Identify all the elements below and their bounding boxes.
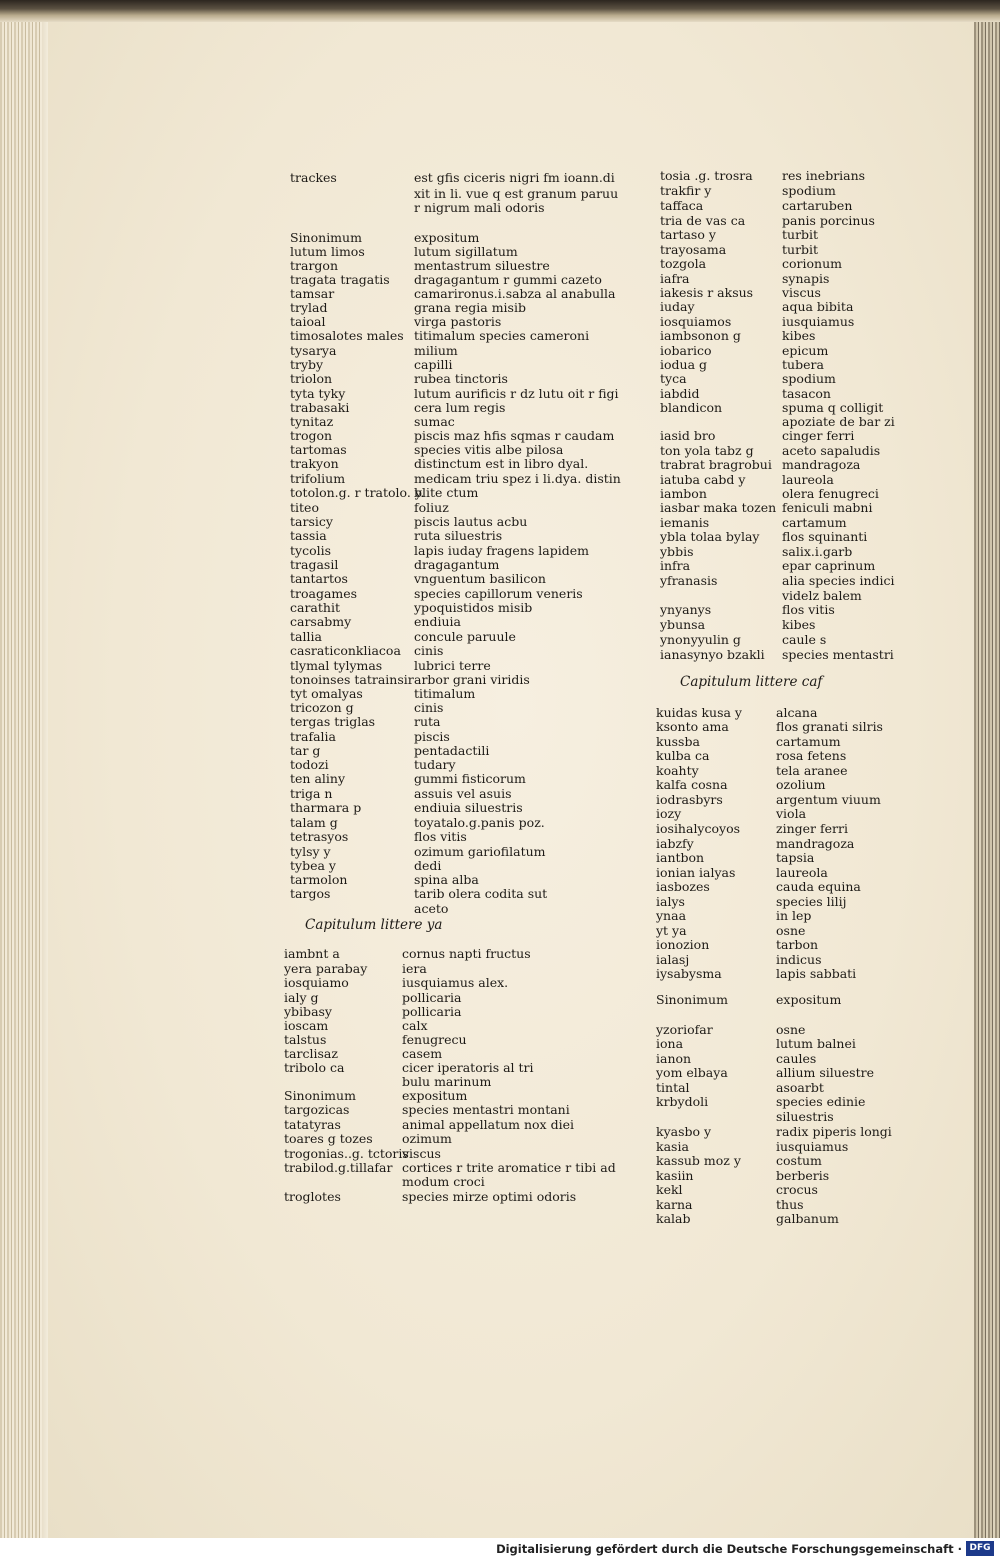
- entry-definition: kibes: [782, 617, 816, 632]
- entry-definition: ruta siluestris: [414, 528, 503, 543]
- entry-term: ynyanys: [660, 602, 712, 617]
- entry-definition: expositum: [402, 1088, 468, 1103]
- entry-term: iuday: [660, 299, 695, 314]
- entry-definition: sumac: [414, 414, 455, 429]
- entry-definition: cera lum regis: [414, 400, 506, 415]
- entry-definition: lubrici terre: [414, 658, 491, 673]
- entry-definition: tarib olera codita sut: [414, 886, 548, 901]
- dfg-logo: DFG: [966, 1541, 994, 1556]
- entry-definition: tudary: [414, 757, 456, 772]
- entry-term: ybla tolaa bylay: [660, 529, 760, 544]
- entry-definition: titimalum species cameroni: [414, 328, 590, 343]
- entry-definition: pentadactili: [414, 743, 490, 758]
- entry-definition: flos vitis: [782, 602, 835, 617]
- entry-definition: xit in li. vue q est granum paruu: [414, 186, 619, 201]
- entry-definition: allium siluestre: [776, 1065, 874, 1080]
- entry-definition: lapis sabbati: [776, 966, 857, 981]
- entry-term: tylsy y: [290, 844, 331, 859]
- entry-term: ianon: [656, 1051, 692, 1066]
- entry-definition: ozimum gariofilatum: [414, 844, 546, 859]
- entry-term: tergas triglas: [290, 714, 376, 729]
- entry-term: tarsicy: [290, 514, 333, 529]
- entry-definition: lutum balnei: [776, 1036, 856, 1051]
- entry-term: kalab: [656, 1211, 691, 1226]
- entry-term: iozy: [656, 806, 682, 821]
- entry-term: tallia: [290, 629, 322, 644]
- entry-term: trargon: [290, 258, 339, 273]
- entry-definition: synapis: [782, 271, 830, 286]
- entry-term: totolon.g. r tratolo. y.: [290, 485, 425, 500]
- entry-definition: aceto: [414, 901, 449, 916]
- entry-term: trafalia: [290, 729, 336, 744]
- entry-definition: panis porcinus: [782, 213, 875, 228]
- entry-definition: olera fenugreci: [782, 486, 879, 501]
- entry-definition: galbanum: [776, 1211, 839, 1226]
- entry-definition: spuma q colligit: [782, 400, 884, 415]
- entry-definition: flos squinanti: [782, 529, 868, 544]
- entry-definition: cinis: [414, 700, 444, 715]
- entry-term: iafra: [660, 271, 690, 286]
- entry-term: iabdid: [660, 386, 700, 401]
- entry-definition: species lilij: [776, 894, 847, 909]
- entry-definition: flos granati silris: [776, 719, 883, 734]
- entry-definition: pollicaria: [402, 1004, 462, 1019]
- entry-definition: endiuia: [414, 614, 461, 629]
- entry-term: titeo: [290, 500, 319, 515]
- entry-definition: cornus napti fructus: [402, 946, 531, 961]
- entry-term: iodrasbyrs: [656, 792, 723, 807]
- entry-definition: cartaruben: [782, 198, 853, 213]
- entry-definition: tela aranee: [776, 763, 848, 778]
- entry-definition: ozolium: [776, 777, 826, 792]
- entry-definition: spodium: [782, 371, 836, 386]
- entry-term: tantartos: [290, 571, 348, 586]
- entry-term: yom elbaya: [656, 1065, 728, 1080]
- entry-definition: dragagantum: [414, 557, 500, 572]
- entry-term: ten aliny: [290, 771, 346, 786]
- entry-definition: capilli: [414, 357, 453, 372]
- entry-term: tragata tragatis: [290, 272, 390, 287]
- entry-term: tybea y: [290, 858, 336, 873]
- entry-definition: toyatalo.g.panis poz.: [414, 815, 545, 830]
- entry-definition: camarironus.i.sabza al anabulla: [414, 286, 616, 301]
- entry-term: iambsonon g: [660, 328, 741, 343]
- entry-term: trabilod.g.tillafar: [284, 1160, 393, 1175]
- entry-definition: distinctum est in libro dyal.: [414, 456, 589, 471]
- entry-definition: lapis iuday fragens lapidem: [414, 543, 589, 558]
- entry-term: iantbon: [656, 850, 705, 865]
- chapter-heading: Capitulum littere caf: [680, 674, 823, 690]
- entry-term: toares g tozes: [284, 1131, 373, 1146]
- entry-definition: grana regia misib: [414, 300, 526, 315]
- entry-term: Sinonimum: [656, 992, 728, 1007]
- entry-definition: kibes: [782, 328, 816, 343]
- entry-definition: tapsia: [776, 850, 815, 865]
- entry-term: karna: [656, 1197, 693, 1212]
- entry-term: iodua g: [660, 357, 708, 372]
- entry-term: Sinonimum: [284, 1088, 356, 1103]
- entry-definition: iusquiamus alex.: [402, 975, 509, 990]
- entry-definition: mandragoza: [782, 457, 861, 472]
- entry-definition: species mirze optimi odoris: [402, 1189, 577, 1204]
- entry-term: trabasaki: [290, 400, 350, 415]
- chapter-heading: Capitulum littere ya: [305, 917, 443, 933]
- entry-term: tlymal tylymas: [290, 658, 383, 673]
- entry-term: tycolis: [290, 543, 332, 558]
- entry-definition: corionum: [782, 256, 842, 271]
- entry-definition: expositum: [776, 992, 842, 1007]
- entry-definition: titimalum: [414, 686, 476, 701]
- entry-term: iambon: [660, 486, 707, 501]
- entry-definition: species vitis albe pilosa: [414, 442, 564, 457]
- entry-term: krbydoli: [656, 1094, 709, 1109]
- entry-definition: berberis: [776, 1168, 830, 1183]
- entry-definition: milium: [414, 343, 458, 358]
- entry-term: trogon: [290, 428, 333, 443]
- entry-term: iysabysma: [656, 966, 722, 981]
- entry-definition: piscis: [414, 729, 450, 744]
- entry-term: kasia: [656, 1139, 689, 1154]
- entry-definition: zinger ferri: [776, 821, 848, 836]
- entry-term: troglotes: [284, 1189, 341, 1204]
- entry-term: iemanis: [660, 515, 710, 530]
- entry-definition: apoziate de bar zi: [782, 414, 895, 429]
- entry-term: iasid bro: [660, 428, 716, 443]
- entry-definition: spodium: [782, 183, 836, 198]
- entry-definition: arbor grani viridis: [414, 672, 530, 687]
- entry-term: carathit: [290, 600, 340, 615]
- entry-term: troagames: [290, 586, 358, 601]
- entry-term: kyasbo y: [656, 1124, 712, 1139]
- entry-term: ionian ialyas: [656, 865, 736, 880]
- entry-definition: radix piperis longi: [776, 1124, 892, 1139]
- entry-definition: tarbon: [776, 937, 819, 952]
- entry-definition: cartamum: [782, 515, 847, 530]
- entry-definition: expositum: [414, 230, 480, 245]
- entry-term: yfranasis: [660, 573, 718, 588]
- entry-definition: tasacon: [782, 386, 831, 401]
- entry-term: ybbis: [660, 544, 694, 559]
- entry-definition: ypoquistidos misib: [414, 600, 533, 615]
- entry-term: tartomas: [290, 442, 347, 457]
- entry-term: talstus: [284, 1032, 327, 1047]
- entry-term: ialasj: [656, 952, 690, 967]
- entry-term: ioscam: [284, 1018, 329, 1033]
- entry-definition: dedi: [414, 858, 442, 873]
- entry-definition: est gfis ciceris nigri fm ioann.di: [414, 170, 615, 185]
- entry-term: tribolo ca: [284, 1060, 345, 1075]
- entry-definition: res inebrians: [782, 168, 866, 183]
- entry-term: ton yola tabz g: [660, 443, 754, 458]
- entry-term: lutum limos: [290, 244, 365, 259]
- entry-definition: feniculi mabni: [782, 500, 873, 515]
- entry-definition: laureola: [776, 865, 828, 880]
- entry-definition: bulu marinum: [402, 1074, 492, 1089]
- entry-definition: laureola: [782, 472, 834, 487]
- entry-definition: caules: [776, 1051, 817, 1066]
- entry-term: tria de vas ca: [660, 213, 746, 228]
- entry-definition: species edinie: [776, 1094, 866, 1109]
- entry-term: iakesis r aksus: [660, 285, 754, 300]
- entry-term: trifolium: [290, 471, 346, 486]
- entry-term: iona: [656, 1036, 684, 1051]
- entry-term: Sinonimum: [290, 230, 362, 245]
- entry-term: infra: [660, 558, 691, 573]
- entry-term: carsabmy: [290, 614, 352, 629]
- entry-term: tar g: [290, 743, 321, 758]
- entry-definition: species mentastri montani: [402, 1102, 570, 1117]
- entry-definition: crocus: [776, 1182, 818, 1197]
- entry-term: triga n: [290, 786, 333, 801]
- entry-definition: fenugrecu: [402, 1032, 467, 1047]
- entry-definition: vnguentum basilicon: [414, 571, 546, 586]
- entry-term: tassia: [290, 528, 327, 543]
- entry-term: todozi: [290, 757, 329, 772]
- entry-term: ybunsa: [660, 617, 706, 632]
- entry-term: trogonias..g. tctoris: [284, 1146, 409, 1161]
- entry-term: iasbozes: [656, 879, 710, 894]
- entry-term: iosihalycoyos: [656, 821, 741, 836]
- entry-term: iatuba cabd y: [660, 472, 746, 487]
- entry-definition: aqua bibita: [782, 299, 854, 314]
- entry-definition: rosa fetens: [776, 748, 847, 763]
- entry-term: tonoinses tatrainsir: [290, 672, 414, 687]
- entry-definition: indicus: [776, 952, 822, 967]
- entry-term: ialy g: [284, 990, 319, 1005]
- entry-definition: aceto sapaludis: [782, 443, 881, 458]
- entry-definition: alia species indici: [782, 573, 895, 588]
- entry-term: iabzfy: [656, 836, 694, 851]
- entry-term: ynaa: [656, 908, 687, 923]
- entry-term: kalfa cosna: [656, 777, 728, 792]
- entry-term: iasbar maka tozen: [660, 500, 777, 515]
- entry-definition: lutum sigillatum: [414, 244, 518, 259]
- entry-term: iosquiamo: [284, 975, 349, 990]
- entry-term: yt ya: [656, 923, 687, 938]
- entry-term: trackes: [290, 170, 337, 185]
- entry-term: tryby: [290, 357, 324, 372]
- entry-definition: tubera: [782, 357, 824, 372]
- entry-definition: cauda equina: [776, 879, 861, 894]
- entry-definition: r nigrum mali odoris: [414, 200, 545, 215]
- entry-definition: blite ctum: [414, 485, 479, 500]
- entry-definition: cortices r trite aromatice r tibi ad: [402, 1160, 616, 1175]
- entry-term: yera parabay: [284, 961, 368, 976]
- entry-definition: cinis: [414, 643, 444, 658]
- entry-definition: in lep: [776, 908, 812, 923]
- entry-definition: cicer iperatoris al tri: [402, 1060, 534, 1075]
- entry-term: taffaca: [660, 198, 704, 213]
- entry-definition: gummi fisticorum: [414, 771, 526, 786]
- top-edge: [0, 0, 1000, 22]
- entry-definition: alcana: [776, 705, 818, 720]
- entry-definition: ruta: [414, 714, 441, 729]
- entry-definition: mentastrum siluestre: [414, 258, 550, 273]
- entry-definition: concule paruule: [414, 629, 516, 644]
- entry-definition: viscus: [782, 285, 821, 300]
- entry-term: timosalotes males: [290, 328, 404, 343]
- entry-definition: animal appellatum nox diei: [402, 1117, 574, 1132]
- entry-term: ionozion: [656, 937, 710, 952]
- entry-definition: argentum viuum: [776, 792, 881, 807]
- entry-definition: thus: [776, 1197, 804, 1212]
- entry-definition: cartamum: [776, 734, 841, 749]
- book-spine-edge: [974, 0, 1000, 1540]
- entry-definition: casem: [402, 1046, 443, 1061]
- entry-definition: epar caprinum: [782, 558, 876, 573]
- entry-definition: spina alba: [414, 872, 479, 887]
- entry-definition: videlz balem: [782, 588, 862, 603]
- entry-definition: epicum: [782, 343, 829, 358]
- entry-definition: modum croci: [402, 1174, 485, 1189]
- entry-definition: cinger ferri: [782, 428, 855, 443]
- entry-definition: siluestris: [776, 1109, 834, 1124]
- entry-definition: osne: [776, 1022, 806, 1037]
- entry-term: tintal: [656, 1080, 690, 1095]
- entry-term: tetrasyos: [290, 829, 349, 844]
- entry-term: tarclisaz: [284, 1046, 338, 1061]
- entry-term: iosquiamos: [660, 314, 732, 329]
- entry-term: kekl: [656, 1182, 683, 1197]
- entry-term: trakyon: [290, 456, 339, 471]
- entry-term: kuidas kusa y: [656, 705, 742, 720]
- entry-term: triolon: [290, 371, 333, 386]
- entry-term: tarmolon: [290, 872, 348, 887]
- entry-definition: rubea tinctoris: [414, 371, 508, 386]
- entry-definition: costum: [776, 1153, 822, 1168]
- entry-term: blandicon: [660, 400, 723, 415]
- entry-definition: foliuz: [414, 500, 449, 515]
- entry-term: tartaso y: [660, 227, 716, 242]
- entry-term: kasiin: [656, 1168, 694, 1183]
- entry-term: ialys: [656, 894, 685, 909]
- entry-definition: calx: [402, 1018, 428, 1033]
- entry-term: taioal: [290, 314, 326, 329]
- entry-definition: asoarbt: [776, 1080, 824, 1095]
- entry-term: tyt omalyas: [290, 686, 363, 701]
- entry-definition: turbit: [782, 227, 819, 242]
- entry-definition: iusquiamus: [776, 1139, 849, 1154]
- entry-definition: assuis vel asuis: [414, 786, 512, 801]
- entry-term: casraticonkliacoa: [290, 643, 401, 658]
- entry-term: tyta tyky: [290, 386, 346, 401]
- entry-definition: pollicaria: [402, 990, 462, 1005]
- entry-term: tricozon g: [290, 700, 354, 715]
- entry-term: trabrat bragrobui: [660, 457, 772, 472]
- entry-term: iambnt a: [284, 946, 340, 961]
- entry-term: kassub moz y: [656, 1153, 741, 1168]
- entry-definition: salix.i.garb: [782, 544, 853, 559]
- entry-definition: viola: [776, 806, 807, 821]
- entry-term: trakfir y: [660, 183, 712, 198]
- entry-definition: iusquiamus: [782, 314, 855, 329]
- entry-definition: flos vitis: [414, 829, 467, 844]
- entry-definition: lutum aurificis r dz lutu oit r figi: [414, 386, 619, 401]
- entry-term: ynonyyulin g: [660, 632, 741, 647]
- entry-term: tragasil: [290, 557, 339, 572]
- entry-term: talam g: [290, 815, 338, 830]
- entry-term: kussba: [656, 734, 700, 749]
- entry-term: targozicas: [284, 1102, 350, 1117]
- entry-term: trayosama: [660, 242, 727, 257]
- page-stack-edge: [0, 0, 48, 1540]
- entry-term: koahty: [656, 763, 699, 778]
- entry-term: tamsar: [290, 286, 335, 301]
- entry-term: ianasynyo bzakli: [660, 647, 765, 662]
- entry-definition: medicam triu spez i li.dya. distin: [414, 471, 621, 486]
- entry-term: tatatyras: [284, 1117, 341, 1132]
- entry-definition: osne: [776, 923, 806, 938]
- entry-definition: viscus: [402, 1146, 441, 1161]
- entry-term: tyca: [660, 371, 687, 386]
- entry-definition: turbit: [782, 242, 819, 257]
- entry-definition: ozimum: [402, 1131, 452, 1146]
- entry-term: iobarico: [660, 343, 712, 358]
- entry-definition: species capillorum veneris: [414, 586, 583, 601]
- entry-term: ksonto ama: [656, 719, 729, 734]
- entry-definition: piscis maz hfis sqmas r caudam: [414, 428, 615, 443]
- entry-term: targos: [290, 886, 331, 901]
- entry-term: tharmara p: [290, 800, 362, 815]
- entry-term: tosia .g. trosra: [660, 168, 753, 183]
- entry-term: tysarya: [290, 343, 337, 358]
- entry-definition: mandragoza: [776, 836, 855, 851]
- entry-definition: piscis lautus acbu: [414, 514, 528, 529]
- entry-term: yzoriofar: [656, 1022, 713, 1037]
- footer-credit: Digitalisierung gefördert durch die Deutsche Forschungsgemeinschaft ·: [496, 1542, 962, 1556]
- entry-definition: species mentastri: [782, 647, 894, 662]
- entry-definition: dragagantum r gummi cazeto: [414, 272, 602, 287]
- entry-definition: endiuia siluestris: [414, 800, 523, 815]
- entry-term: tozgola: [660, 256, 707, 271]
- entry-definition: virga pastoris: [414, 314, 502, 329]
- entry-term: trylad: [290, 300, 328, 315]
- entry-term: tynitaz: [290, 414, 334, 429]
- footer-bar: [0, 1538, 1000, 1560]
- entry-term: ybibasy: [284, 1004, 332, 1019]
- entry-definition: caule s: [782, 632, 827, 647]
- entry-definition: iera: [402, 961, 427, 976]
- entry-term: kulba ca: [656, 748, 710, 763]
